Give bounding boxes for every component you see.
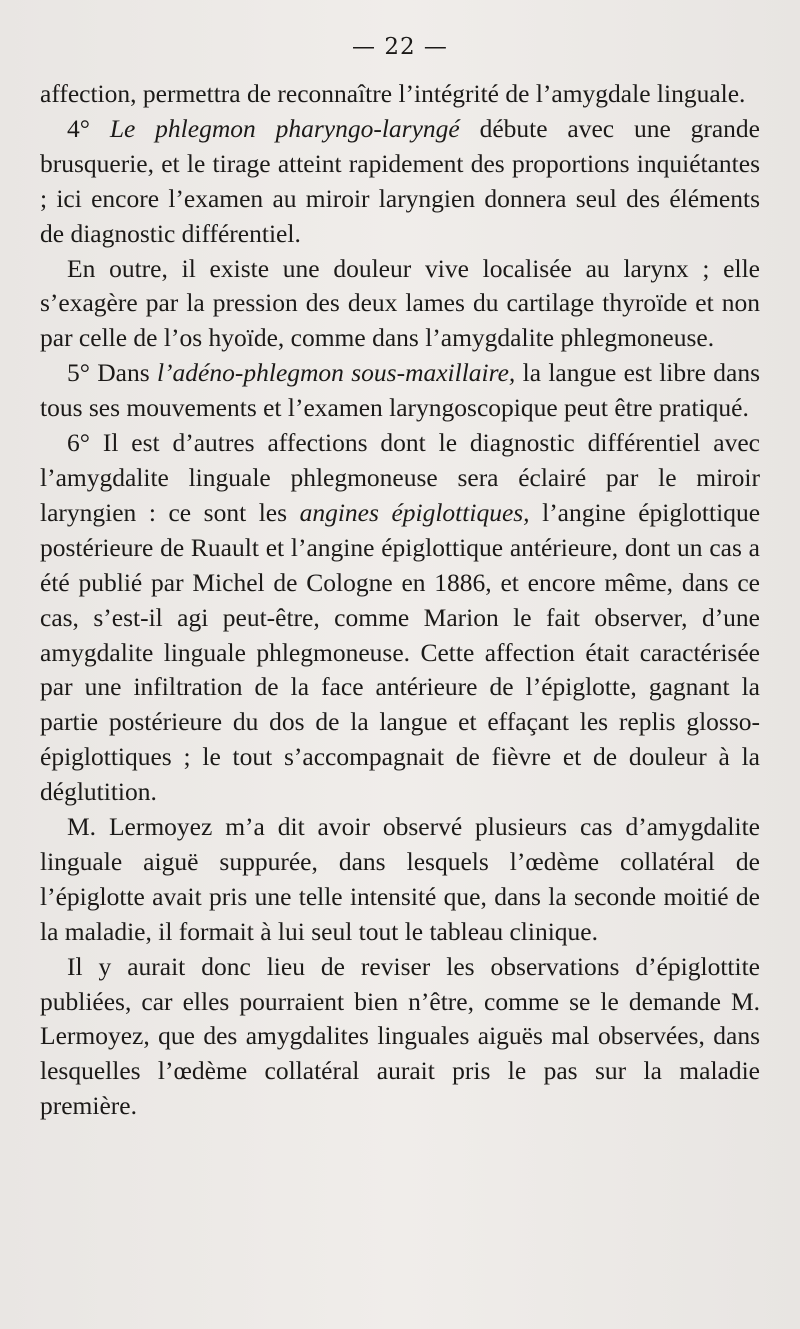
paragraph-reviser-observations (40, 950, 760, 1125)
paragraph-prefix: 5° Dans (67, 358, 157, 388)
paragraph-prefix: 6° Il est d’autres affections dont le diagnostic différentiel avec l’amygdalite linguale phlegmoneuse sera éclairé par le miroir laryngien : ce sont les (40, 428, 760, 527)
italic-term: l’adéno-phlegmon sous-maxillaire, (156, 358, 516, 388)
paragraph-phlegmon-pharyngo-larynge (40, 112, 760, 252)
body-text (40, 77, 760, 1124)
paragraph-prefix: 4° (67, 113, 110, 143)
paragraph-text: M. Lermoyez m’a dit avoir observé plusieurs cas d’amygdalite linguale aiguë suppurée, dans lesquels l’œdème collatéral de l’épiglotte avait pris une telle intensité que, dans la seconde moitié de la maladie, il formait à lui seul tout le tableau clinique. (40, 812, 760, 946)
paragraph-lermoyez-observation (40, 810, 760, 950)
paragraph-angines-epiglottiques (40, 426, 760, 810)
page-number: — 22 — (352, 34, 448, 60)
paragraph-text: l’angine épiglottique postérieure de Ruault et l’angine épiglottique antérieure, dont un cas a été publié par Michel de Cologne en 1886, et encore même, dans ce cas, s’est-il agi peut-être, comme Marion le fait observer, d’une amygdalite linguale phlegmoneuse. Cette affection était caractérisée par une infiltration de la face antérieure de l’épiglotte, gagnant la partie postérieure du dos de la langue et effaçant les replis glosso-épiglottiques ; le tout s’accompagnait de fièvre et de douleur à la déglutition. (40, 497, 761, 807)
paragraph-text: En outre, il existe une douleur vive localisée au larynx ; elle s’exagère par la pression des deux lames du cartilage thyroïde et non par celle de l’os hyoïde, comme dans l’amygdalite phlegmoneuse. (40, 253, 760, 353)
paragraph-text: affection, permettra de reconnaître l’intégrité de l’amygdale linguale. (40, 79, 746, 108)
paragraph-douleur-larynx (40, 252, 760, 357)
paragraph-text: Il y aurait donc lieu de reviser les observations d’épiglottite publiées, car elles pourraient bien n’être, comme se le demande M. Lermoyez, que des amygdalites linguales aiguës mal observées, dans lesquelles l’œdème collatéral aurait pris le pas sur la maladie première. (40, 951, 760, 1121)
paragraph-text: débute avec une grande brusquerie, et le tirage atteint rapidement des proportions inquiétantes ; ici encore l’examen au miroir laryngien donnera seul des éléments de diagnostic différentiel. (40, 113, 761, 248)
italic-term: angines épiglottiques, (299, 497, 530, 527)
paragraph-text: la langue est libre dans tous ses mouvements et l’examen laryngoscopique peut être pratiqué. (40, 358, 760, 423)
italic-term: Le phlegmon pharyngo-laryngé (109, 113, 460, 143)
paragraph-adeno-phlegmon (40, 356, 760, 426)
paragraph-continuation (40, 77, 760, 112)
